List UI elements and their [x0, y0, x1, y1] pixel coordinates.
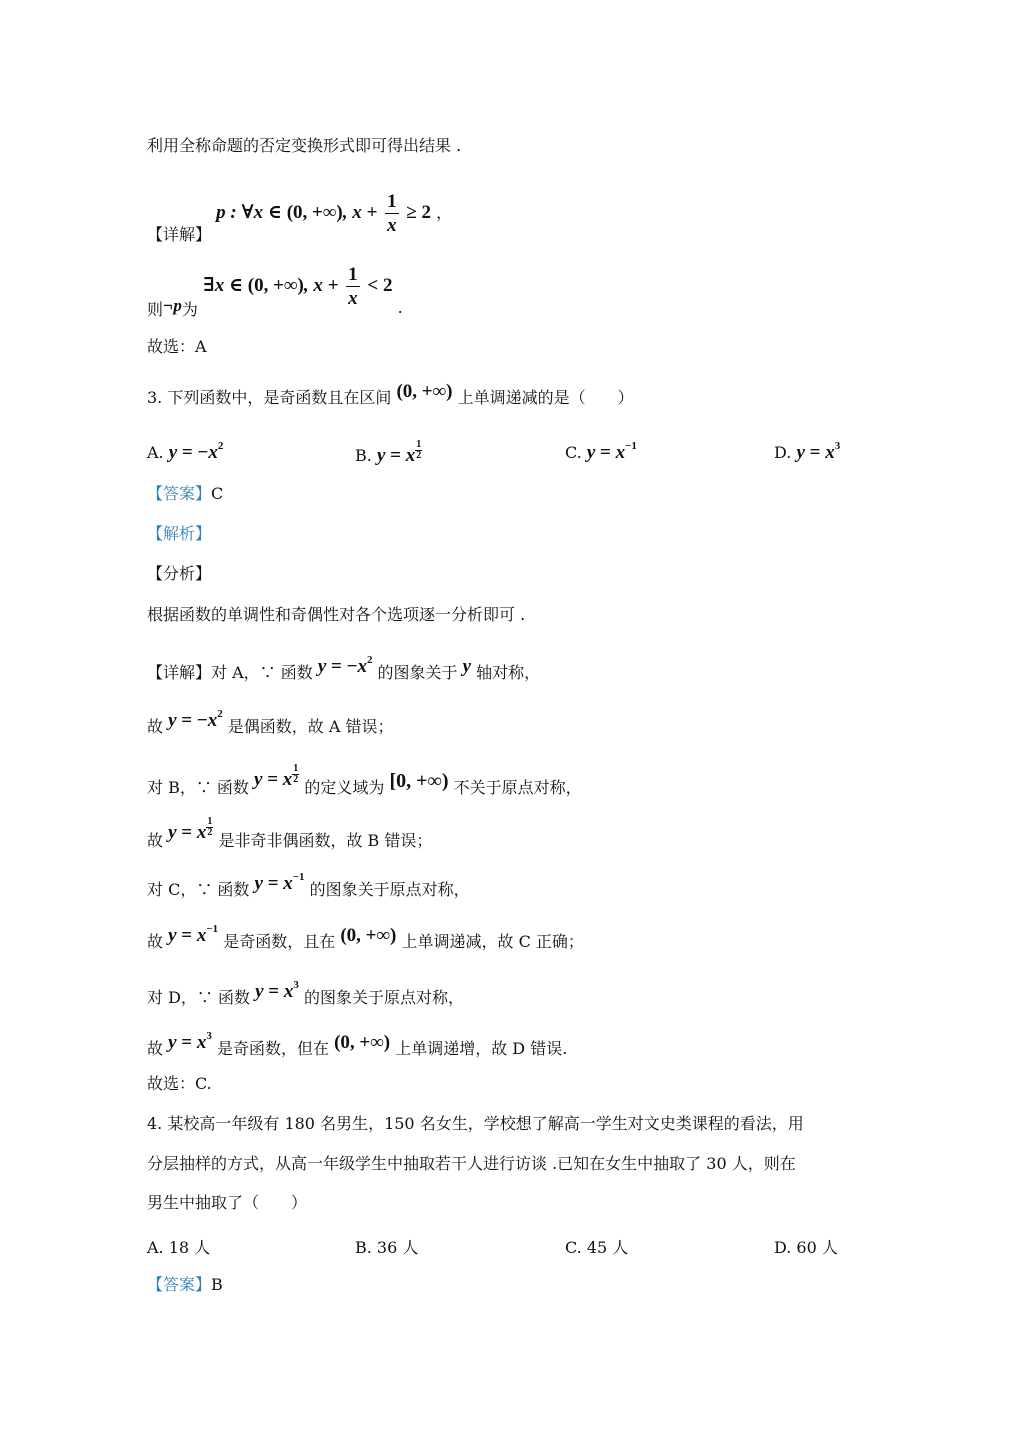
math-expr: p : ∀x ∈ (0, +∞), x + $\frac{1}{x}$ ≥ 2 [216, 191, 431, 236]
math-expr: $y = x^{-1}$ [586, 440, 637, 463]
detail-b2: 故 y = x $\frac{1}{2}$ 是非奇非偶函数，故 B 错误； [147, 816, 433, 850]
q4-option-d: D. 60 人 [774, 1238, 838, 1257]
q4-option-b: B. 36 人 [355, 1238, 419, 1257]
text-line: 利用全称命题的否定变换形式即可得出结果 . [147, 136, 462, 155]
analysis-tag: 【解析】 [147, 524, 212, 543]
detail-c2: 故 $y = x^{-1}$ 是奇函数，且在 (0, +∞) 上单调递减，故 C 正确； [147, 923, 584, 951]
math-expr: y = x $\frac{1}{2}$ [376, 439, 422, 466]
text-line: 故选：A [147, 337, 207, 356]
question-3: 3. 下列函数中，是奇函数且在区间 (0, +∞) 上单调递减的是（ ） [147, 381, 634, 407]
math-expr: $y = -x^2$ [168, 440, 224, 463]
answer-line: 【答案】C [147, 484, 224, 503]
detail-c: 对 C，∵ 函数 $y = x^{-1}$ 的图象关于原点对称， [147, 871, 470, 899]
detail-line-1: 【详解】 p : ∀x ∈ (0, +∞), x + $\frac{1}{x}$ ≥ 2 ， [147, 191, 453, 244]
detail-tag: 【详解】 [147, 224, 212, 244]
text-line: 故选：C. [147, 1074, 212, 1093]
detail-b: 对 B，∵ 函数 y = x $\frac{1}{2}$ 的定义域为 [0, +∞) 不关于原点对称， [147, 763, 582, 797]
detail-a2: 故 $y = -x^2$ 是偶函数，故 A 错误； [147, 708, 394, 736]
option-c: C. $y = x^{-1}$ [565, 440, 637, 463]
math-expr: ∃x ∈ (0, +∞), x + $\frac{1}{x}$ < 2 [202, 264, 393, 309]
detail-line-2: 则¬p为 ∃x ∈ (0, +∞), x + $\frac{1}{x}$ < 2 . [147, 264, 403, 319]
option-b: B. y = x $\frac{1}{2}$ [355, 439, 422, 466]
option-a: A. $y = -x^2$ [147, 440, 224, 463]
detail-d2: 故 $y = x^3$ 是奇函数，但在 (0, +∞) 上单调递增，故 D 错误. [147, 1030, 568, 1058]
text-line: 根据函数的单调性和奇偶性对各个选项逐一分析即可 . [147, 605, 526, 624]
question-4-line-2: 分层抽样的方式，从高一年级学生中抽取若干人进行访谈 .已知在女生中抽取了 30 人，则在 [147, 1154, 796, 1173]
fenxi-tag: 【分析】 [147, 564, 212, 583]
detail-d: 对 D，∵ 函数 $y = x^3$ 的图象关于原点对称， [147, 979, 464, 1007]
answer-line-2: 【答案】B [147, 1275, 223, 1294]
question-4-line-3: 男生中抽取了（ ） [147, 1193, 308, 1212]
question-4-line-1: 4. 某校高一年级有 180 名男生，150 名女生，学校想了解高一学生对文史类课程的看法，用 [147, 1114, 804, 1133]
detail-a: 【详解】对 A，∵ 函数 $y = -x^2$ 的图象关于 y 轴对称， [147, 654, 541, 682]
q4-option-a: A. 18 人 [147, 1238, 211, 1257]
neg-p: ¬p [163, 295, 182, 315]
q4-option-c: C. 45 人 [565, 1238, 629, 1257]
option-d: D. $y = x^3$ [774, 440, 841, 463]
math-expr: $y = x^3$ [796, 440, 841, 463]
